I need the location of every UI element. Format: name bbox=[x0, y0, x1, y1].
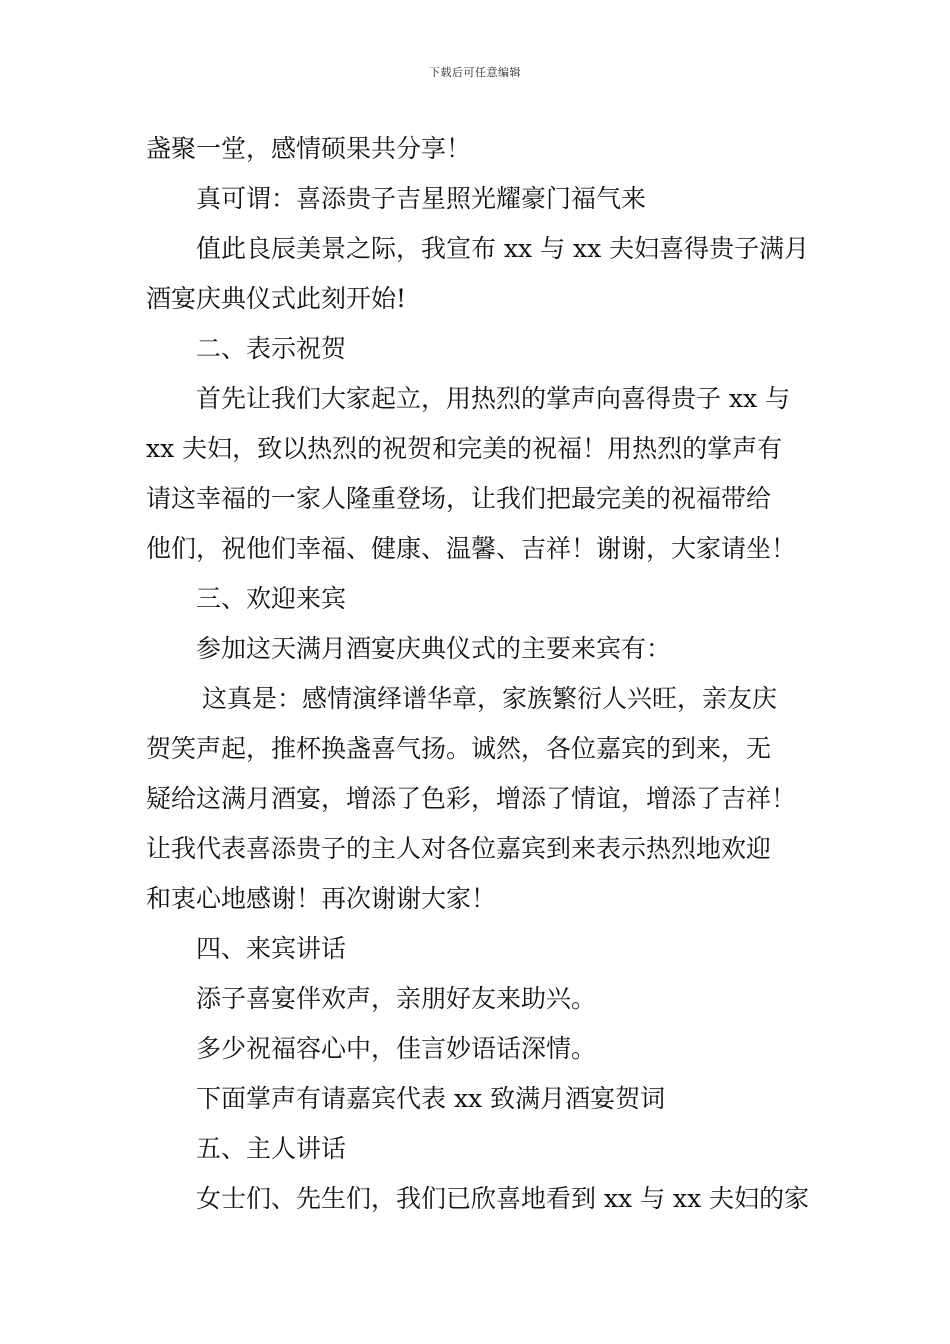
text-line: 酒宴庆典仪式此刻开始! bbox=[146, 284, 407, 313]
text-line: xx 夫妇，致以热烈的祝贺和完美的祝福！用热烈的掌声有 bbox=[146, 434, 783, 463]
page-header-note: 下载后可任意编辑 bbox=[429, 66, 521, 79]
text-line: 贺笑声起，推杯换盏喜气扬。诚然，各位嘉宾的到来，无 bbox=[146, 734, 772, 763]
text-line: 多少祝福容心中，佳言妙语话深情。 bbox=[196, 1034, 597, 1063]
text-line: 参加这天满月酒宴庆典仪式的主要来宾有： bbox=[196, 634, 672, 663]
section-heading: 三、欢迎来宾 bbox=[196, 584, 347, 613]
text-line: 盏聚一堂，感情硕果共分享！ bbox=[146, 134, 472, 163]
text-line: 请这幸福的一家人隆重登场，让我们把最完美的祝福带给 bbox=[146, 484, 772, 513]
text-line: 他们，祝他们幸福、健康、温馨、吉祥！谢谢，大家请坐！ bbox=[146, 534, 797, 563]
text-line: 首先让我们大家起立，用热烈的掌声向喜得贵子 xx 与 bbox=[196, 384, 791, 413]
section-heading: 二、表示祝贺 bbox=[196, 334, 347, 363]
text-line: 值此良辰美景之际，我宣布 xx 与 xx 夫妇喜得贵子满月 bbox=[196, 234, 810, 263]
section-heading: 五、主人讲话 bbox=[196, 1134, 347, 1163]
section-heading: 四、来宾讲话 bbox=[196, 934, 347, 963]
text-line: 和衷心地感谢！再次谢谢大家！ bbox=[146, 884, 497, 913]
text-line: 真可谓：喜添贵子吉星照光耀豪门福气来 bbox=[196, 184, 647, 213]
text-line: 添子喜宴伴欢声，亲朋好友来助兴。 bbox=[196, 984, 597, 1013]
text-line: 让我代表喜添贵子的主人对各位嘉宾到来表示热烈地欢迎 bbox=[146, 834, 772, 863]
text-line: 下面掌声有请嘉宾代表 xx 致满月酒宴贺词 bbox=[196, 1084, 666, 1113]
document-body bbox=[146, 124, 810, 1224]
text-line: 这真是：感情演绎谱华章，家族繁衍人兴旺，亲友庆 bbox=[202, 684, 778, 713]
text-line: 疑给这满月酒宴，增添了色彩，增添了情谊，增添了吉祥！ bbox=[146, 784, 797, 813]
text-line: 女士们、先生们，我们已欣喜地看到 xx 与 xx 夫妇的家 bbox=[196, 1184, 810, 1213]
